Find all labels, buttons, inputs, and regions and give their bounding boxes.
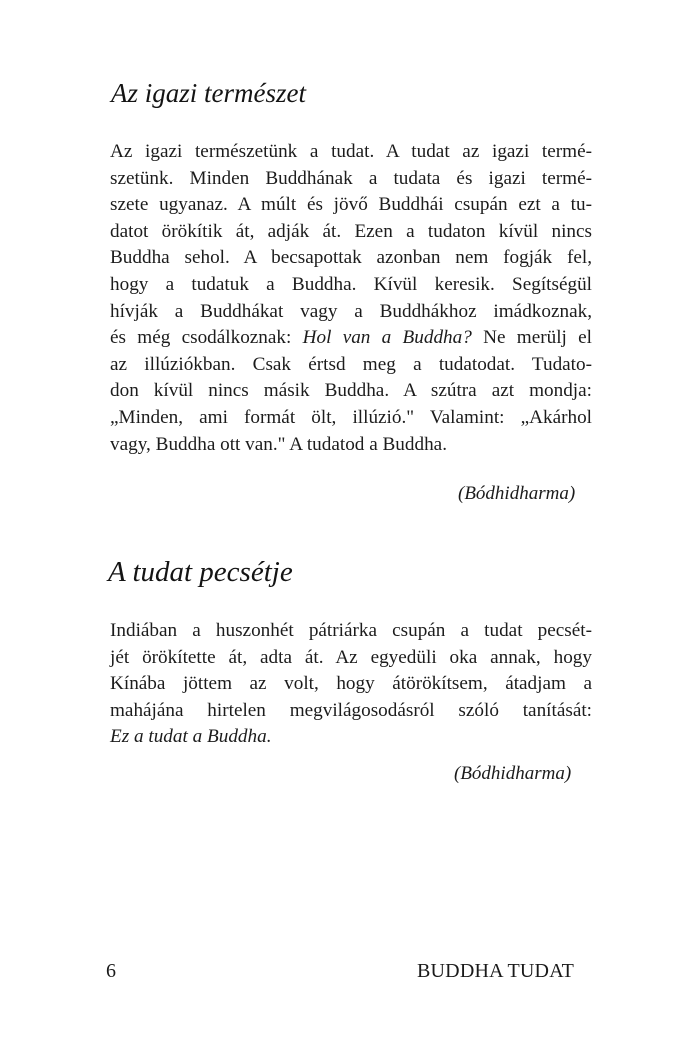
text-line: vagy, Buddha ott van." A tudatod a Buddha. xyxy=(110,433,447,455)
running-title: BUDDHA TUDAT xyxy=(417,960,575,982)
text-line: Indiában a huszonhét pátriárka csupán a tudat pecsét- xyxy=(110,620,592,641)
text-segment: Ne merülj el xyxy=(471,327,592,349)
text-line: hívják a Buddhákat vagy a Buddhákhoz imádkoznak, xyxy=(110,300,592,322)
section-title: A tudat pecsétje xyxy=(108,556,293,588)
text-line: az illúziókban. Csak értsd meg a tudatodat. Tudato- xyxy=(110,353,592,375)
attribution: (Bódhidharma) xyxy=(458,483,576,504)
italic-question: Hol van a Buddha? xyxy=(302,327,472,349)
text-line: jét örökítette át, adta át. Az egyedüli oka annak, hogy xyxy=(110,646,592,668)
section-title: Az igazi természet xyxy=(111,78,306,108)
italic-closing-line: Ez a tudat a Buddha. xyxy=(110,726,272,748)
paragraph xyxy=(110,139,592,458)
text-line: mahájána hirtelen megvilágosodásról szóló tanítását: xyxy=(110,699,592,721)
text-line xyxy=(110,325,592,352)
page-number: 6 xyxy=(106,960,116,982)
text-line: szetünk. Minden Buddhának a tudata és igazi termé- xyxy=(110,167,592,189)
attribution: (Bódhidharma) xyxy=(454,763,572,784)
text-line: don kívül nincs másik Buddha. A szútra azt mondja: xyxy=(110,380,592,402)
text-segment: és még csodálkoznak: xyxy=(110,327,303,349)
text-line: „Minden, ami formát ölt, illúzió." Valamint: „Akárhol xyxy=(110,406,592,428)
text-line: szete ugyanaz. A múlt és jövő Buddhái csupán ezt a tu- xyxy=(110,194,592,216)
text-line: Buddha sehol. A becsapottak azonban nem fogják fel, xyxy=(110,247,592,269)
text-line: Kínába jöttem az volt, hogy átörökítsem, átadjam a xyxy=(110,673,592,695)
text-line: datot örökítik át, adják át. Ezen a tudaton kívül nincs xyxy=(110,220,592,242)
text-line: Az igazi természetünk a tudat. A tudat az igazi termé- xyxy=(110,141,592,162)
text-line: hogy a tudatuk a Buddha. Kívül keresik. Segítségül xyxy=(110,273,592,295)
paragraph xyxy=(110,618,592,751)
